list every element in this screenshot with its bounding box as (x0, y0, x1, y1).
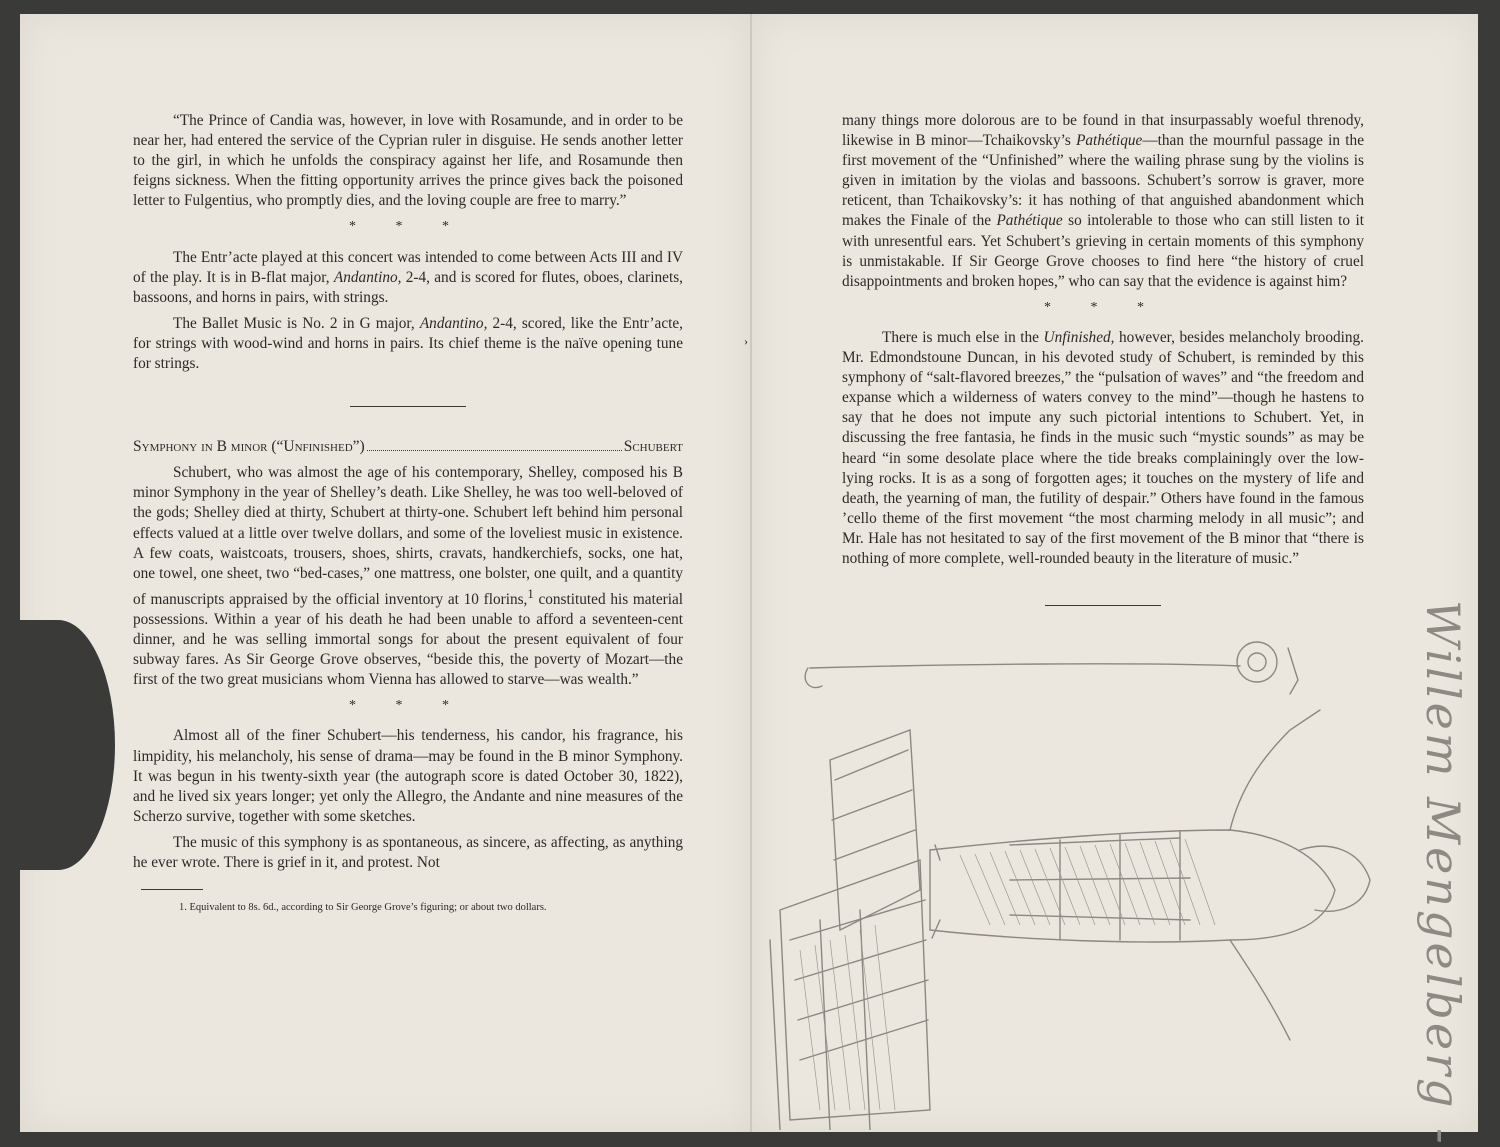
footnote-ref: 1 (527, 586, 534, 601)
paragraph-unfinished: There is much else in the Unfinished, however, besides melancholy brooding. Mr. Edmondstoune Duncan, in his devoted study of Schubert, is reminded by this symphony of “salt-flavored breezes,” the “pulsation of waves” and “the freedom and expanse which a wilderness of waters convey to the mind”—though he hastens to say that he does not impute any such pictorial intentions to Schubert. Yet, in discussing the free fantasia, he finds in the music such “mystic sounds” as may be heard “in some desolate place where the tide breaks complainingly over the low-lying rocks. It is as a song of forgotten ages; it touches on the mystery of life and death, the yearning of man, the futility of despair.” Others have found in the famous ’cello theme of the first movement “the most charming melody in all music”; and Mr. Hale has not hesitated to say of the first movement of the B minor that “there is nothing of more complete, well-rounded beauty in the literature of music.” (842, 328, 1365, 567)
symphony-heading (133, 437, 683, 457)
paragraph-prince-of-candia: “The Prince of Candia was, however, in love with Rosamunde, and in order to be near her, had entered the service of the Cyprian ruler in disguise. He sends another letter to the girl, in which he unfolds the conspiracy against her life, and Rosamunde then feigns sickness. When the fitting opportunity arrives the prince gives back the poisoned letter to Fulgentius, who promptly dies, and the loving couple are free to marry.” (133, 112, 683, 210)
paragraph-entracte: The Entr’acte played at this concert was intended to come between Acts III and IV of the play. It is in B-flat major, Andantino, 2-4, and is scored for flutes, oboes, clarinets, bassoons, and horns in pairs, with strings. (133, 248, 683, 306)
leader-dots (367, 450, 622, 451)
paragraph-spontaneous: The music of this symphony is as spontaneous, as sincere, as affecting, as anything he ever wrote. There is grief in it, and protest. Not (133, 833, 683, 871)
sketch-baton-line (810, 664, 1240, 668)
sketch-music-stand (830, 730, 920, 930)
sketch-circle (1237, 642, 1277, 682)
sketch-conductor-body (930, 830, 1335, 942)
footnote-rule (141, 889, 203, 890)
paragraph-pathetique: many things more dolorous are to be found in that insurpassably woeful threnody, likewise in B minor—Tchaikovsky’s Pathétique—than the mournful passage in the first movement of the “Unfinished” where the wailing phrase sung by the violins is given in imitation by the violas and bassoons. Schubert’s sorrow is graver, more reticent, than Tchaikovsky’s: it has nothing of that anguished abandonment which makes the Finale of the Pathétique so intolerable to those who can still listen to it with unresentful ears. Yet Schubert’s grieving in certain moments of this symphony is unmistakable. If Sir George Grove chooses to find here “the history of cruel disappointments and broken hopes,” who can say that the evidence is against him? (842, 112, 1364, 290)
footnote: 1. Equivalent to 8s. 6d., according to Sir George Grove’s figuring; or about two dollars. (179, 902, 547, 914)
right-text-column (842, 111, 1364, 636)
handwritten-signature: Willem Mengelberg - (1416, 600, 1470, 1147)
section-stars: * * * (349, 698, 467, 714)
paragraph-finer-schubert: Almost all of the finer Schubert—his tenderness, his candor, his fragrance, his limpidity, his melancholy, his sense of drama—may be found in the B minor Symphony. It was begun in his twenty-sixth year (the autograph score is dated October 30, 1822), and he lived six years longer; yet only the Allegro, the Andante and nine measures of the Scherzo survive, together with some sketches. (133, 727, 683, 825)
composer-name: Schubert (623, 438, 683, 456)
left-page (20, 14, 750, 1132)
section-stars: * * * (1044, 299, 1162, 315)
paragraph-schubert-poverty: Schubert, who was almost the age of his contemporary, Shelley, composed his B minor Symphony in the year of Shelley’s death. Like Shelley, he was too well-beloved of the gods; Shelley died at thirty, Schubert at thirty-one. Schubert left behind him personal effects valued at a little over twelve dollars, and some of the loveliest music in existence. A few coats, waistcoats, trousers, shoes, shirts, cravats, handkerchiefs, socks, one hat, one towel, one sheet, two “bed-cases,” one mattress, one bolster, one quilt, and a quantity of manuscripts appraised by the official inventory at 10 florins,$^1$ constituted his material possessions. Within a year of his death he had been unable to afford a seventeen-cent dinner, and he was selling immortal songs for about the present equivalent of four subway fares. As Sir George Grove observes, “beside this, the poverty of Mozart—the first of the two great musicians whom Vienna has allowed to starve—was wealth.” (133, 464, 684, 689)
section-stars: * * * (349, 219, 467, 235)
section-rule (1045, 605, 1161, 606)
conductor-pencil-sketch (760, 640, 1400, 1130)
fold-mark: › (744, 334, 748, 348)
left-text-column (133, 111, 683, 918)
section-rule (350, 406, 466, 407)
paragraph-ballet-music: The Ballet Music is No. 2 in G major, Andantino, 2-4, scored, like the Entr’acte, for strings with wood-wind and horns in pairs. Its chief theme is the naïve opening tune for strings. (133, 314, 684, 373)
symphony-title: Symphony in B minor (“Unfinished”) (133, 438, 365, 456)
